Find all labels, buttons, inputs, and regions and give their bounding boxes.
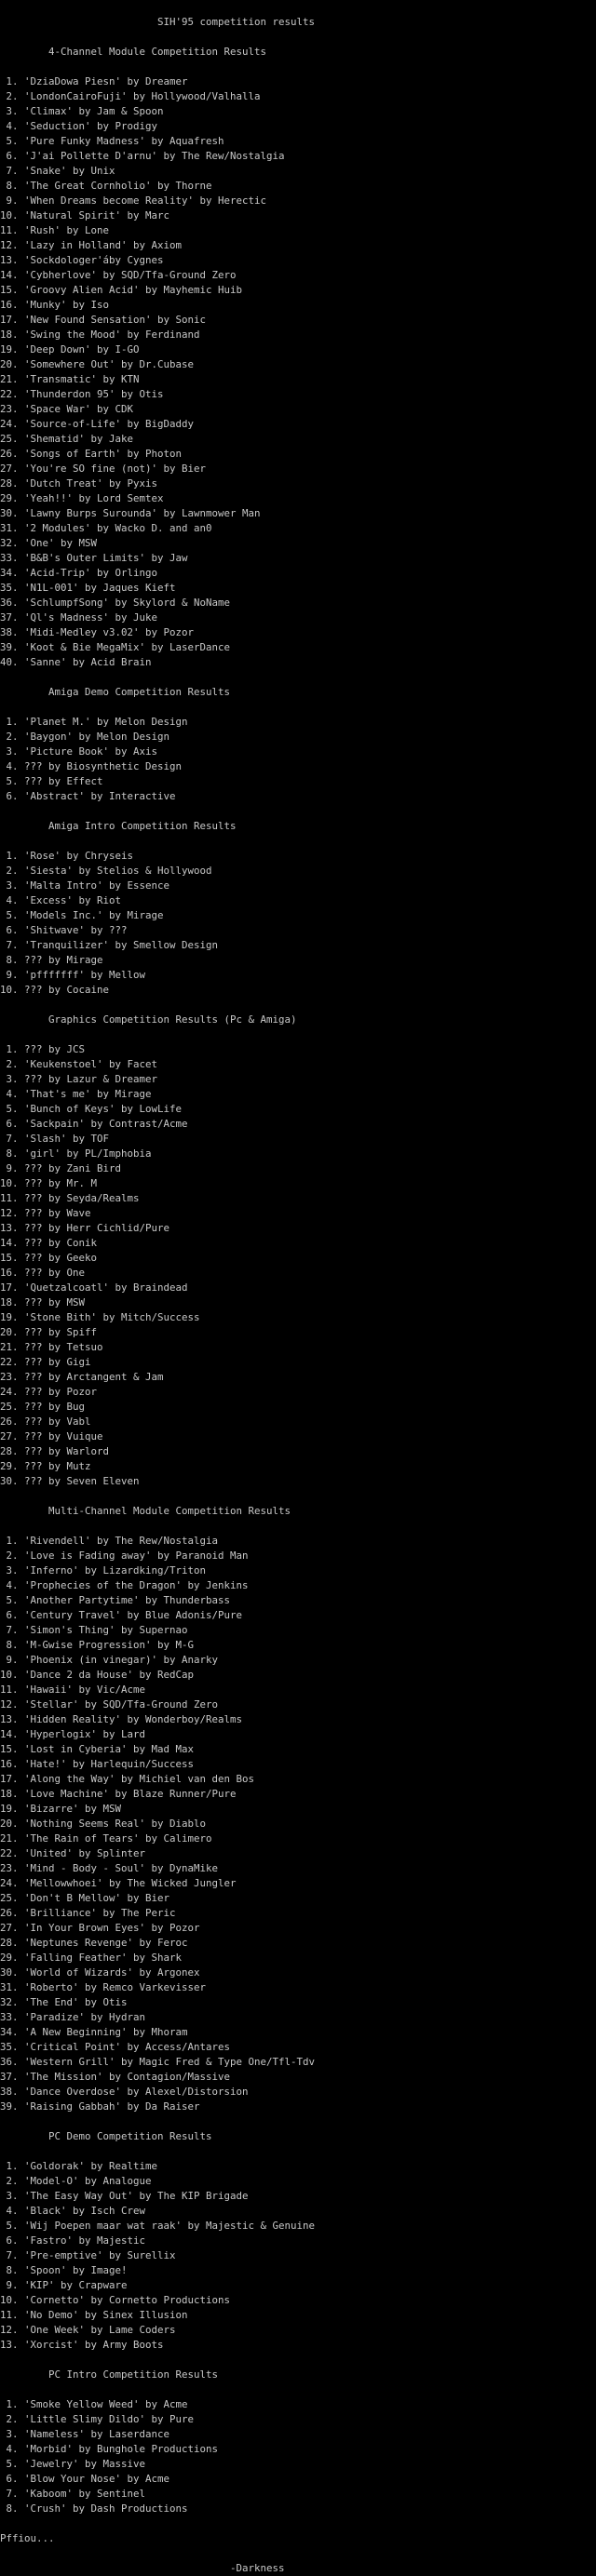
list-item: 2. 'Keukenstoel' by Facet xyxy=(0,1058,158,1070)
list-item: 21. 'The Rain of Tears' by Calimero xyxy=(0,1832,212,1845)
blank-line xyxy=(0,2382,596,2397)
list-item: 3. 'Picture Book' by Axis xyxy=(0,745,158,758)
section-heading: 4-Channel Module Competition Results xyxy=(48,46,267,58)
blank-line xyxy=(0,998,596,1013)
list-item: 37. 'The Mission' by Contagion/Massive xyxy=(0,2071,231,2083)
list-item: 8. 'girl' by PL/Imphobia xyxy=(0,1147,152,1160)
list-item: 38. 'Dance Overdose' by Alexel/Distorsion xyxy=(0,2086,249,2098)
list-item: 26. 'Songs of Earth' by Photon xyxy=(0,448,183,460)
list-item: 13. 'Xorcist' by Army Boots xyxy=(0,2339,164,2351)
list-item: 8. 'Spoon' by Image! xyxy=(0,2264,128,2276)
list-item: 11. 'Hawaii' by Vic/Acme xyxy=(0,1684,146,1696)
section-heading: PC Intro Competition Results xyxy=(48,2368,219,2381)
list-item: 31. 'Roberto' by Remco Varkevisser xyxy=(0,1981,207,1993)
list-item: 35. 'N1L-001' by Jaques Kieft xyxy=(0,582,176,594)
list-item: 8. 'The Great Cornholio' by Thorne xyxy=(0,180,212,192)
list-item: 15. 'Groovy Alien Acid' by Mayhemic Huib xyxy=(0,284,243,296)
list-item: 24. 'Source-of-Life' by BigDaddy xyxy=(0,418,195,430)
list-item: 35. 'Critical Point' by Access/Antares xyxy=(0,2041,231,2053)
list-item: 9. 'KIP' by Crapware xyxy=(0,2279,128,2291)
list-item: 6. 'Shitwave' by ??? xyxy=(0,924,128,936)
list-item: 1. ??? by JCS xyxy=(0,1043,86,1055)
blank-line xyxy=(0,1027,596,1042)
list-item: 1. 'Goldorak' by Realtime xyxy=(0,2160,158,2172)
section-heading: Amiga Demo Competition Results xyxy=(48,686,231,698)
list-item: 8. 'Crush' by Dash Productions xyxy=(0,2502,188,2515)
list-item: 9. 'pfffffff' by Mellow xyxy=(0,969,146,981)
section-heading: PC Demo Competition Results xyxy=(48,2130,212,2142)
list-item: 10. ??? by Cocaine xyxy=(0,984,110,996)
list-item: 12. ??? by Wave xyxy=(0,1207,91,1219)
list-item: 16. 'Hate!' by Harlequin/Success xyxy=(0,1758,195,1770)
list-item: 23. 'Space War' by CDK xyxy=(0,403,134,415)
blank-line xyxy=(0,2546,596,2561)
list-item: 10. 'Dance 2 da House' by RedCap xyxy=(0,1669,195,1681)
blank-line xyxy=(0,700,596,715)
list-item: 18. ??? by MSW xyxy=(0,1296,86,1308)
list-item: 7. 'Pre-emptive' by Surellix xyxy=(0,2249,176,2261)
list-item: 39. 'Raising Gabbah' by Da Raiser xyxy=(0,2100,200,2113)
list-item: 23. 'Mind - Body - Soul' by DynaMike xyxy=(0,1862,219,1874)
list-item: 22. 'United' by Splinter xyxy=(0,1847,146,1859)
list-item: 30. 'Lawny Burps Surounda' by Lawnmower Man xyxy=(0,507,261,519)
list-item: 17. 'Quetzalcoatl' by Braindead xyxy=(0,1281,188,1294)
signature: -Darkness xyxy=(230,2562,285,2574)
list-item: 34. 'A New Beginning' by Mhoram xyxy=(0,2026,188,2038)
list-item: 34. 'Acid-Trip' by Orlingo xyxy=(0,567,158,579)
list-item: 5. 'Bunch of Keys' by LowLife xyxy=(0,1103,183,1115)
list-item: 18. 'Love Machine' by Blaze Runner/Pure xyxy=(0,1788,237,1800)
list-item: 5. ??? by Effect xyxy=(0,775,103,787)
list-item: 7. 'Snake' by Unix xyxy=(0,165,115,177)
list-item: 2. 'LondonCairoFuji' by Hollywood/Valhalla xyxy=(0,90,261,102)
list-item: 40. 'Sanne' by Acid Brain xyxy=(0,656,152,668)
list-item: 1. 'Planet M.' by Melon Design xyxy=(0,716,188,728)
list-item: 30. 'World of Wizards' by Argonex xyxy=(0,1966,200,1979)
results-sections xyxy=(0,30,596,2516)
list-item: 21. 'Transmatic' by KTN xyxy=(0,373,140,385)
list-item: 29. 'Falling Feather' by Shark xyxy=(0,1952,183,1964)
list-item: 25. 'Don't B Mellow' by Bier xyxy=(0,1892,170,1904)
list-item: 2. 'Little Slimy Dildo' by Pure xyxy=(0,2413,195,2425)
list-item: 6. 'Century Travel' by Blue Adonis/Pure xyxy=(0,1609,243,1621)
list-item: 2. 'Siesta' by Stelios & Hollywood xyxy=(0,865,212,877)
list-item: 22. ??? by Gigi xyxy=(0,1356,91,1368)
list-item: 19. 'Bizarre' by MSW xyxy=(0,1803,122,1815)
list-item: 1. 'Rose' by Chryseis xyxy=(0,850,134,862)
section-heading: Graphics Competition Results (Pc & Amiga) xyxy=(48,1013,297,1026)
list-item: 29. ??? by Mutz xyxy=(0,1460,91,1472)
list-item: 32. 'One' by MSW xyxy=(0,537,98,549)
list-item: 37. 'Ql's Madness' by Juke xyxy=(0,611,158,624)
list-item: 28. 'Neptunes Revenge' by Feroc xyxy=(0,1937,188,1949)
list-item: 7. 'Kaboom' by Sentinel xyxy=(0,2488,146,2500)
list-item: 4. ??? by Biosynthetic Design xyxy=(0,760,183,772)
list-item: 21. ??? by Tetsuo xyxy=(0,1341,103,1353)
list-item: 17. 'New Found Sensation' by Sonic xyxy=(0,314,207,326)
list-item: 5. 'Wij Poepen maar wat raak' by Majestic & Genuine xyxy=(0,2220,316,2232)
list-item: 4. 'Black' by Isch Crew xyxy=(0,2205,146,2217)
list-item: 15. 'Lost in Cyberia' by Mad Max xyxy=(0,1743,195,1755)
list-item: 33. 'B&B's Outer Limits' by Jaw xyxy=(0,552,188,564)
list-item: 14. 'Hyperlogix' by Lard xyxy=(0,1728,146,1740)
list-item: 11. 'Rush' by Lone xyxy=(0,224,110,236)
list-item: 4. 'That's me' by Mirage xyxy=(0,1088,152,1100)
list-item: 19. 'Stone Bith' by Mitch/Success xyxy=(0,1311,200,1323)
list-item: 16. ??? by One xyxy=(0,1267,86,1279)
blank-line xyxy=(0,1489,596,1504)
list-item: 31. '2 Modules' by Wacko D. and an0 xyxy=(0,522,212,534)
list-item: 10. 'Cornetto' by Cornetto Productions xyxy=(0,2294,231,2306)
list-item: 14. 'Cybherlove' by SQD/Tfa-Ground Zero xyxy=(0,269,237,281)
list-item: 32. 'The End' by Otis xyxy=(0,1996,128,2008)
list-item: 36. 'Western Grill' by Magic Fred & Type One/Tfl-Tdv xyxy=(0,2056,316,2068)
list-item: 3. 'Nameless' by Laserdance xyxy=(0,2428,170,2440)
list-item: 22. 'Thunderdon 95' by Otis xyxy=(0,388,164,400)
list-item: 8. ??? by Mirage xyxy=(0,954,103,966)
section-heading: Amiga Intro Competition Results xyxy=(48,820,237,832)
blank-line xyxy=(0,804,596,819)
list-item: 5. 'Jewelry' by Massive xyxy=(0,2458,146,2470)
list-item: 4. 'Seduction' by Prodigy xyxy=(0,120,158,132)
list-item: 1. 'Smoke Yellow Weed' by Acme xyxy=(0,2398,188,2410)
list-item: 7. 'Simon's Thing' by Supernao xyxy=(0,1624,188,1636)
blank-line xyxy=(0,1519,596,1534)
list-item: 6. 'J'ai Pollette D'arnu' by The Rew/Nostalgia xyxy=(0,150,285,162)
list-item: 27. 'You're SO fine (not)' by Bier xyxy=(0,463,207,475)
blank-line xyxy=(0,670,596,685)
list-item: 7. 'Slash' by TOF xyxy=(0,1133,110,1145)
list-item: 18. 'Swing the Mood' by Ferdinand xyxy=(0,329,200,341)
list-item: 2. 'Model-O' by Analogue xyxy=(0,2175,152,2187)
list-item: 11. 'No Demo' by Sinex Illusion xyxy=(0,2309,188,2321)
list-item: 9. ??? by Zani Bird xyxy=(0,1162,122,1174)
list-item: 14. ??? by Conik xyxy=(0,1237,98,1249)
list-item: 25. 'Shematid' by Jake xyxy=(0,433,134,445)
list-item: 1. 'DziaDowa Piesn' by Dreamer xyxy=(0,75,188,87)
list-item: 13. 'Sockdologer'áby Cygnes xyxy=(0,254,164,266)
list-item: 12. 'Stellar' by SQD/Tfa-Ground Zero xyxy=(0,1698,219,1711)
list-item: 29. 'Yeah!!' by Lord Semtex xyxy=(0,492,164,504)
list-item: 3. 'Climax' by Jam & Spoon xyxy=(0,105,164,117)
list-item: 30. ??? by Seven Eleven xyxy=(0,1475,140,1487)
blank-line xyxy=(0,60,596,74)
list-item: 12. 'One Week' by Lame Coders xyxy=(0,2324,176,2336)
list-item: 4. 'Prophecies of the Dragon' by Jenkins xyxy=(0,1579,249,1591)
list-item: 2. 'Baygon' by Melon Design xyxy=(0,731,170,743)
list-item: 9. 'Phoenix (in vinegar)' by Anarky xyxy=(0,1654,219,1666)
list-item: 1. 'Rivendell' by The Rew/Nostalgia xyxy=(0,1535,219,1547)
list-item: 25. ??? by Bug xyxy=(0,1401,86,1413)
blank-line xyxy=(0,834,596,849)
list-item: 39. 'Koot & Bie MegaMix' by LaserDance xyxy=(0,641,231,653)
blank-line xyxy=(0,30,596,45)
list-item: 8. 'M-Gwise Progression' by M-G xyxy=(0,1639,195,1651)
list-item: 2. 'Love is Fading away' by Paranoid Man xyxy=(0,1550,249,1562)
list-item: 13. 'Hidden Reality' by Wonderboy/Realms xyxy=(0,1713,243,1725)
list-item: 5. 'Another Partytime' by Thunderbass xyxy=(0,1594,231,1606)
blank-line xyxy=(0,2516,596,2531)
list-item: 27. 'In Your Brown Eyes' by Pozor xyxy=(0,1922,200,1934)
list-item: 12. 'Lazy in Holland' by Axiom xyxy=(0,239,183,251)
list-item: 24. ??? by Pozor xyxy=(0,1386,98,1398)
list-item: 16. 'Munky' by Iso xyxy=(0,299,110,311)
list-item: 4. 'Morbid' by Bunghole Productions xyxy=(0,2443,219,2455)
list-item: 4. 'Excess' by Riot xyxy=(0,894,122,906)
list-item: 5. 'Pure Funky Madness' by Aquafresh xyxy=(0,135,224,147)
list-item: 3. 'The Easy Way Out' by The KIP Brigade xyxy=(0,2190,249,2202)
list-item: 5. 'Models Inc.' by Mirage xyxy=(0,909,164,921)
list-item: 13. ??? by Herr Cichlid/Pure xyxy=(0,1222,170,1234)
list-item: 6. 'Blow Your Nose' by Acme xyxy=(0,2473,170,2485)
section-heading: Multi-Channel Module Competition Results xyxy=(48,1505,291,1517)
blank-line xyxy=(0,2114,596,2129)
blank-line xyxy=(0,0,596,15)
blank-line xyxy=(0,2144,596,2159)
list-item: 10. ??? by Mr. M xyxy=(0,1177,98,1189)
list-item: 3. 'Inferno' by Lizardking/Triton xyxy=(0,1564,207,1576)
list-item: 3. 'Malta Intro' by Essence xyxy=(0,879,170,892)
blank-line xyxy=(0,2353,596,2368)
list-item: 20. 'Somewhere Out' by Dr.Cubase xyxy=(0,358,195,370)
list-item: 28. ??? by Warlord xyxy=(0,1445,110,1457)
list-item: 6. 'Fastro' by Majestic xyxy=(0,2234,146,2247)
list-item: 26. 'Brilliance' by The Peric xyxy=(0,1907,176,1919)
list-item: 28. 'Dutch Treat' by Pyxis xyxy=(0,477,158,490)
list-item: 10. 'Natural Spirit' by Marc xyxy=(0,209,170,221)
list-item: 23. ??? by Arctangent & Jam xyxy=(0,1371,164,1383)
list-item: 6. 'Abstract' by Interactive xyxy=(0,790,176,802)
list-item: 33. 'Paradize' by Hydran xyxy=(0,2011,146,2023)
list-item: 11. ??? by Seyda/Realms xyxy=(0,1192,140,1204)
list-item: 19. 'Deep Down' by I-GO xyxy=(0,343,140,356)
closing-remark: Pffiou... xyxy=(0,2532,55,2544)
list-item: 9. 'When Dreams become Reality' by Herectic xyxy=(0,195,267,207)
list-item: 17. 'Along the Way' by Michiel van den Bos xyxy=(0,1773,255,1785)
list-item: 15. ??? by Geeko xyxy=(0,1252,98,1264)
list-item: 26. ??? by Vabl xyxy=(0,1415,91,1428)
list-item: 20. 'Nothing Seems Real' by Diablo xyxy=(0,1818,207,1830)
list-item: 7. 'Tranquilizer' by Smellow Design xyxy=(0,939,219,951)
list-item: 24. 'Mellowwhoei' by The Wicked Jungler xyxy=(0,1877,237,1889)
list-item: 20. ??? by Spiff xyxy=(0,1326,98,1338)
list-item: 36. 'SchlumpfSong' by Skylord & NoName xyxy=(0,597,231,609)
list-item: 27. ??? by Vuique xyxy=(0,1430,103,1442)
list-item: 6. 'Sackpain' by Contrast/Acme xyxy=(0,1118,188,1130)
list-item: 3. ??? by Lazur & Dreamer xyxy=(0,1073,158,1085)
page-title: SIH'95 competition results xyxy=(157,16,316,28)
list-item: 38. 'Midi-Medley v3.02' by Pozor xyxy=(0,626,195,638)
